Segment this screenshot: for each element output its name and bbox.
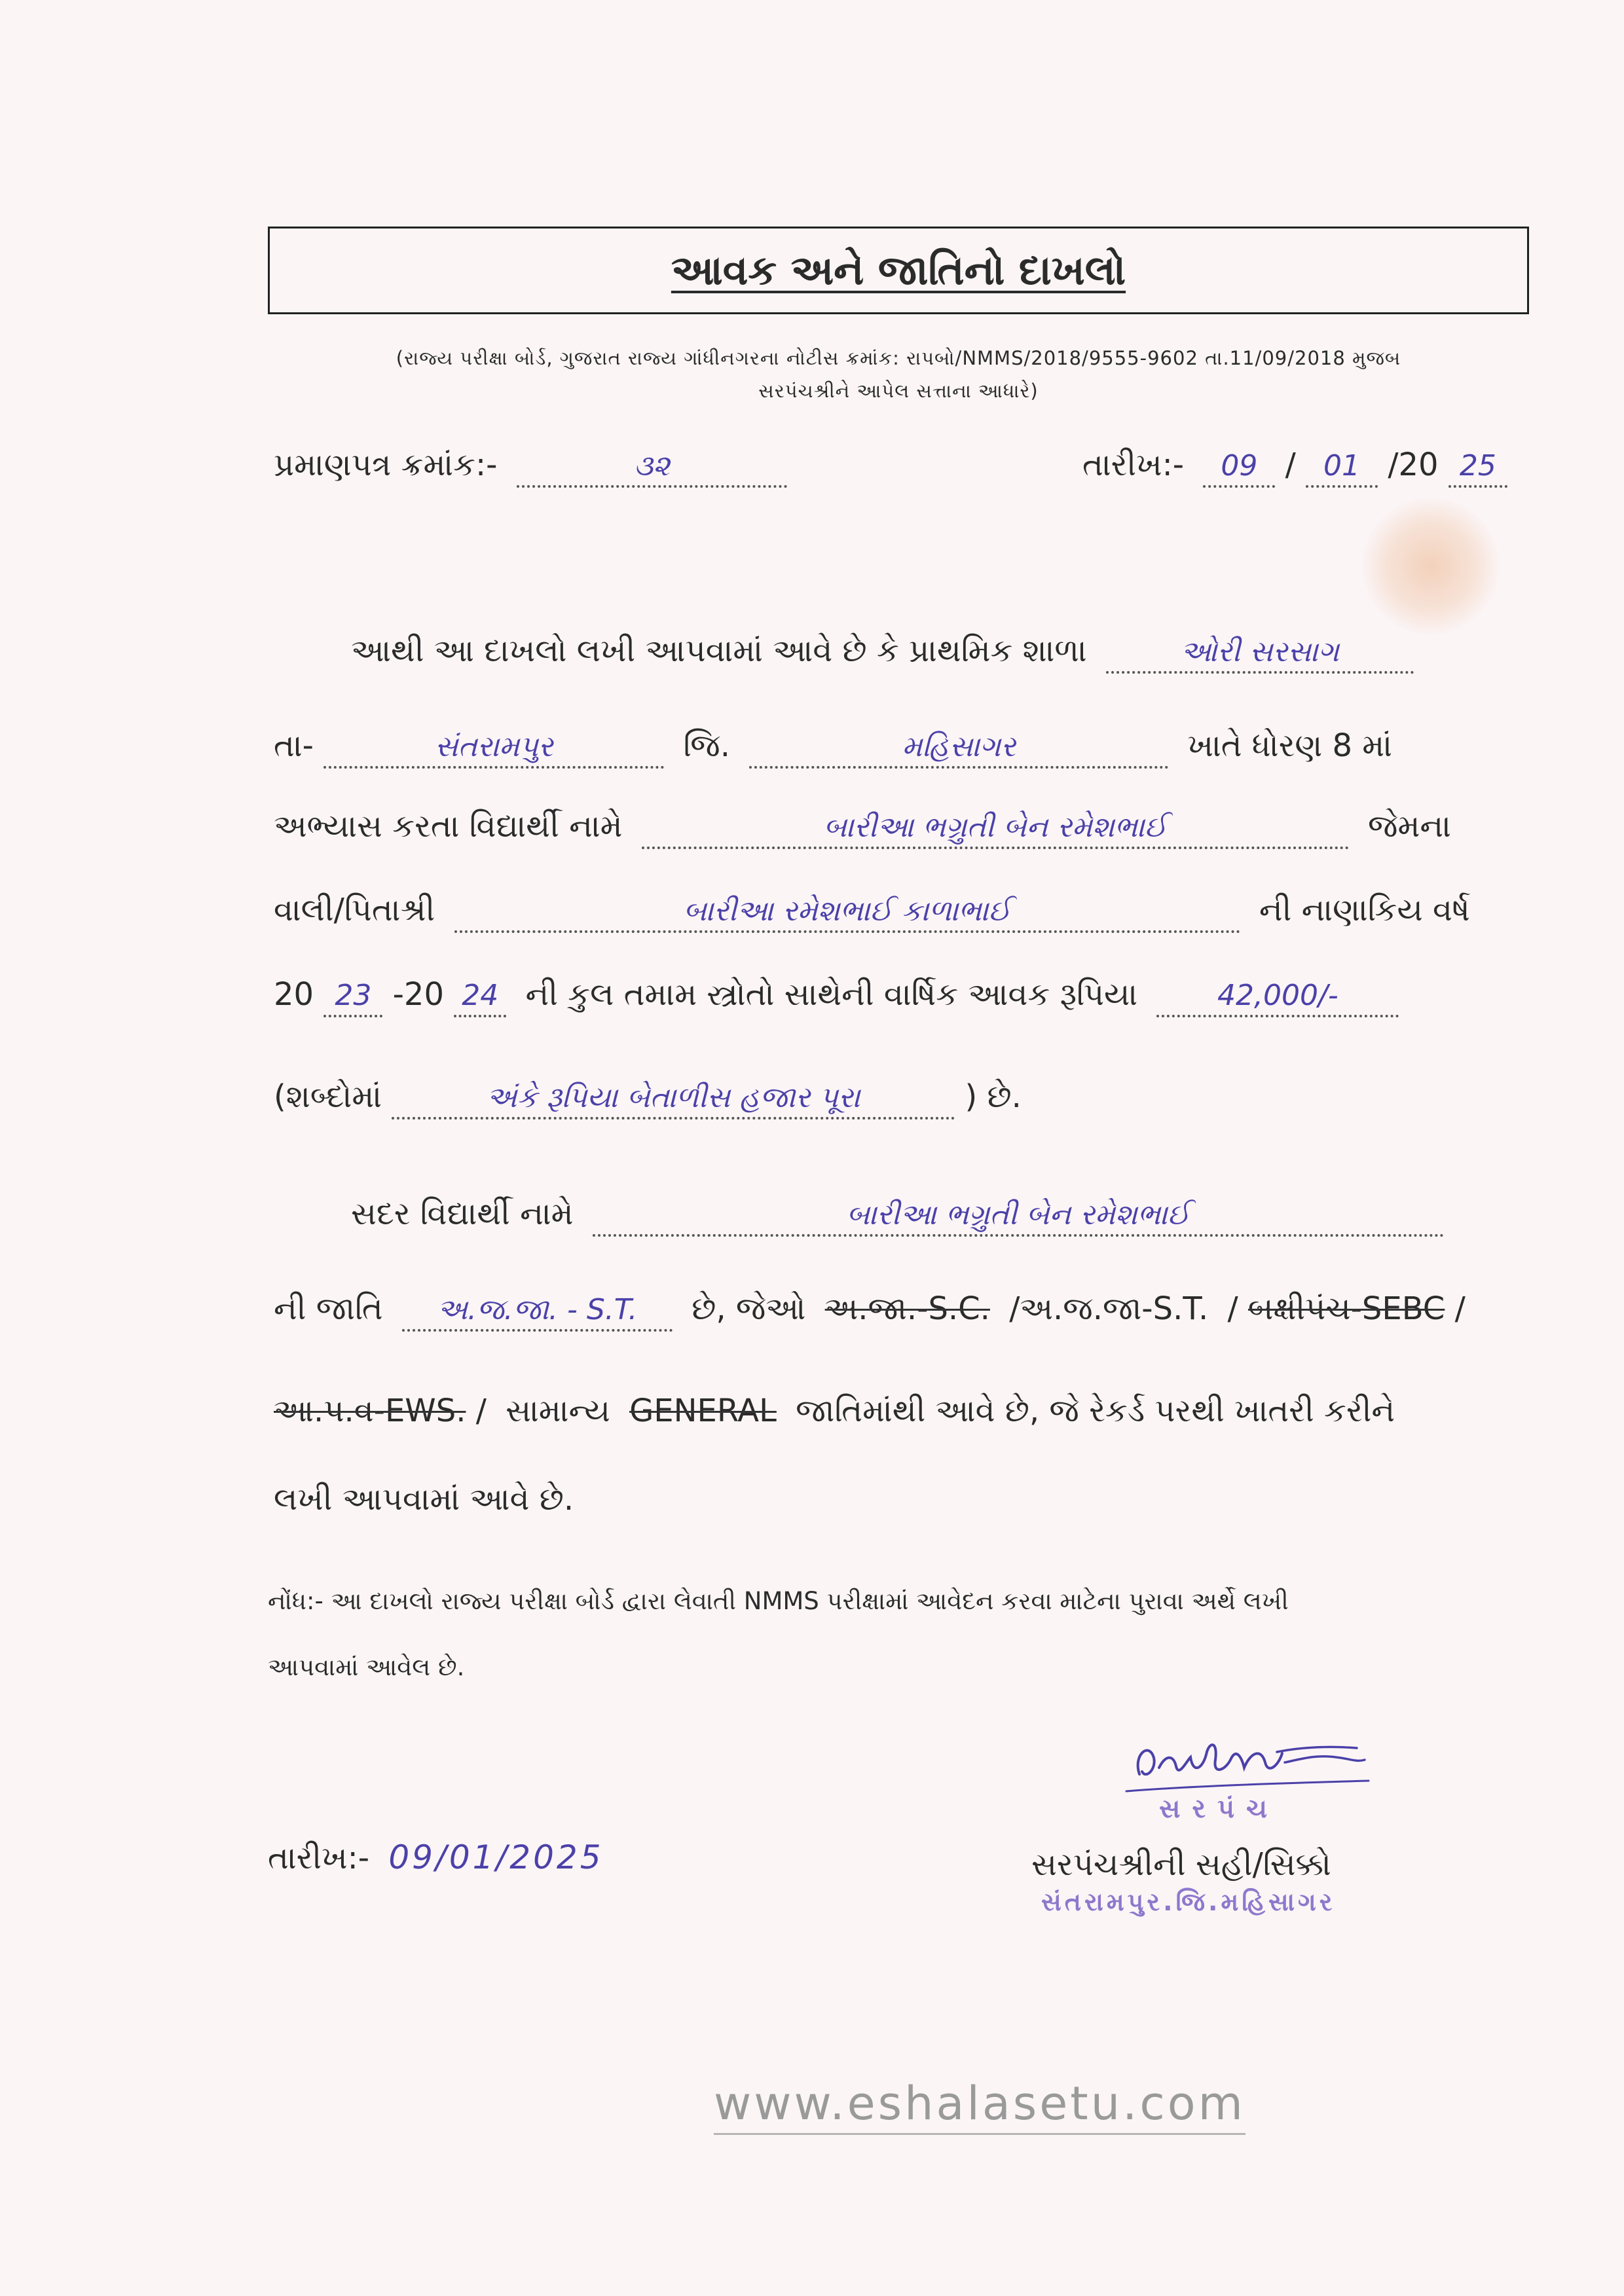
income-text: ની કુલ તમામ સ્ત્રોતો સાથેની વાર્ષિક આવક રૂપિયા xyxy=(525,976,1138,1013)
intro-text: આથી આ દાખલો લખી આપવામાં આવે છે કે પ્રાથમિક શાળા xyxy=(351,632,1087,669)
closing-line xyxy=(274,1476,1526,1523)
caste-line-2 xyxy=(274,1387,1526,1434)
footer-date-row xyxy=(268,1834,904,1881)
subtitle-line-1: (રાજ્ય પરીક્ષા બોર્ડ, ગુજરાત રાજ્ય ગાંધીનગરના નોટીસ ક્રમાંક: રાપબો/NMMS/2018/9555-9602 તા.11/09/2018 મુજબ xyxy=(396,347,1401,369)
subtitle xyxy=(268,342,1529,407)
orange-stain xyxy=(1362,498,1500,635)
issue-date-day: 09 xyxy=(1203,447,1275,488)
caste-option-general: GENERAL xyxy=(629,1393,777,1429)
student-suffix: જેમના xyxy=(1368,808,1451,845)
guardian-line xyxy=(274,886,1526,934)
guardian-name: બારીઆ રમેશભાઈ કાળાભાઈ xyxy=(454,892,1240,933)
document-title: આવક અને જાતિનો દાખલો xyxy=(671,246,1126,294)
year-to: 24 xyxy=(454,977,506,1017)
caste-option-st: /અ.જ.જા-S.T. xyxy=(1009,1290,1209,1327)
caste-separator: / xyxy=(475,1393,487,1429)
footer-date-label: તારીખ:- xyxy=(268,1840,370,1876)
signature-label: સરપંચશ્રીની સહી/સિક્કો xyxy=(1031,1846,1331,1883)
repeat-student-name: બારીઆ ભગ્રુતી બેન રમેશભાઈ xyxy=(593,1196,1444,1237)
student-name: બારીઆ ભગ્રુતી બેન રમેશભાઈ xyxy=(642,809,1349,849)
footer-date-value: 09/01/2025 xyxy=(388,1838,604,1876)
stamp-title: સરપંચ xyxy=(1159,1794,1280,1824)
issue-date-label: તારીખ:- xyxy=(1082,446,1185,483)
income-words: અંકે રૂપિયા બેતાળીસ હજાર પૂરા xyxy=(392,1079,955,1120)
caste-option-ews: આ.પ.વ-EWS. xyxy=(274,1393,466,1429)
issue-date-year-prefix: /20 xyxy=(1388,446,1439,483)
watermark: www.eshalasetu.com xyxy=(714,2074,1246,2135)
caste-value: અ.જ.જા. - S.T. xyxy=(402,1291,673,1332)
year-from: 23 xyxy=(323,977,382,1017)
caste-line xyxy=(274,1285,1526,1332)
certificate-number-value: ૩૨ xyxy=(517,447,787,488)
location-line xyxy=(274,722,1526,769)
caste-option-sebc: બક્ષીપંચ-SEBC xyxy=(1247,1290,1445,1327)
district-value: મહિસાગર xyxy=(749,728,1168,769)
subtitle-line-2: સરપંચશ્રીને આપેલ સત્તાના આધારે) xyxy=(758,380,1039,402)
repeat-student-label: સદર વિદ્યાર્થી નામે xyxy=(351,1195,574,1232)
closing-text: લખી આપવામાં આવે છે. xyxy=(274,1481,574,1518)
income-words-suffix: ) છે. xyxy=(965,1078,1022,1115)
caste-separator: / xyxy=(1454,1290,1466,1327)
income-words-line xyxy=(274,1073,1526,1120)
school-name: ઓરી સરસાગ xyxy=(1106,633,1414,674)
caste-separator: / xyxy=(1227,1290,1238,1327)
student-line xyxy=(274,803,1526,850)
issue-date-month: 01 xyxy=(1306,447,1378,488)
note-line-1: નોંધ:- આ દાખલો રાજ્ય પરીક્ષા બોર્ડ દ્વારા લેવાતી NMMS પરીક્ષામાં આવેદન કરવા માટેના પુરાવા અર્થે લખી xyxy=(268,1587,1289,1615)
district-label: જિ. xyxy=(683,727,730,764)
taluka-label: તા- xyxy=(274,727,314,764)
income-words-prefix: (શબ્દોમાં xyxy=(274,1078,382,1115)
note-line-2: આપવામાં આવેલ છે. xyxy=(268,1653,465,1681)
issue-date-separator: / xyxy=(1285,446,1296,483)
student-label: અભ્યાસ કરતા વિદ્યાર્થી નામે xyxy=(274,808,623,845)
income-amount: 42,000/- xyxy=(1156,977,1399,1017)
standard-text: ખાતે ધોરણ 8 માં xyxy=(1187,727,1392,764)
issue-date-row xyxy=(1082,441,1526,488)
year-mid: -20 xyxy=(392,976,445,1013)
income-line xyxy=(274,971,1526,1018)
caste-label: ની જાતિ xyxy=(274,1290,383,1327)
guardian-label: વાલી/પિતાશ્રી xyxy=(274,892,435,928)
caste-connector: છે, જેઓ xyxy=(692,1290,806,1327)
repeat-student-line xyxy=(351,1190,1526,1237)
certificate-number-row xyxy=(274,441,969,488)
caste-option-sc: અ.જા.-S.C. xyxy=(824,1290,990,1327)
caste-general-gujarati: સામાન્ય xyxy=(506,1393,610,1429)
stamp-place: સંતરામપુર.જિ.મહિસાગર xyxy=(1041,1887,1336,1916)
title-box xyxy=(268,227,1529,314)
guardian-suffix: ની નાણાકિય વર્ષ xyxy=(1259,892,1470,928)
issue-date-year: 25 xyxy=(1449,447,1507,488)
caste-tail-text: જાતિમાંથી આવે છે, જે રેકર્ડ પરથી ખાતરી કરીને xyxy=(796,1393,1395,1429)
intro-line xyxy=(351,627,1526,674)
year-prefix: 20 xyxy=(274,976,314,1013)
taluka-value: સંતરામપુર xyxy=(323,728,664,769)
certificate-number-label: પ્રમાણપત્ર ક્રમાંક:- xyxy=(274,446,498,483)
